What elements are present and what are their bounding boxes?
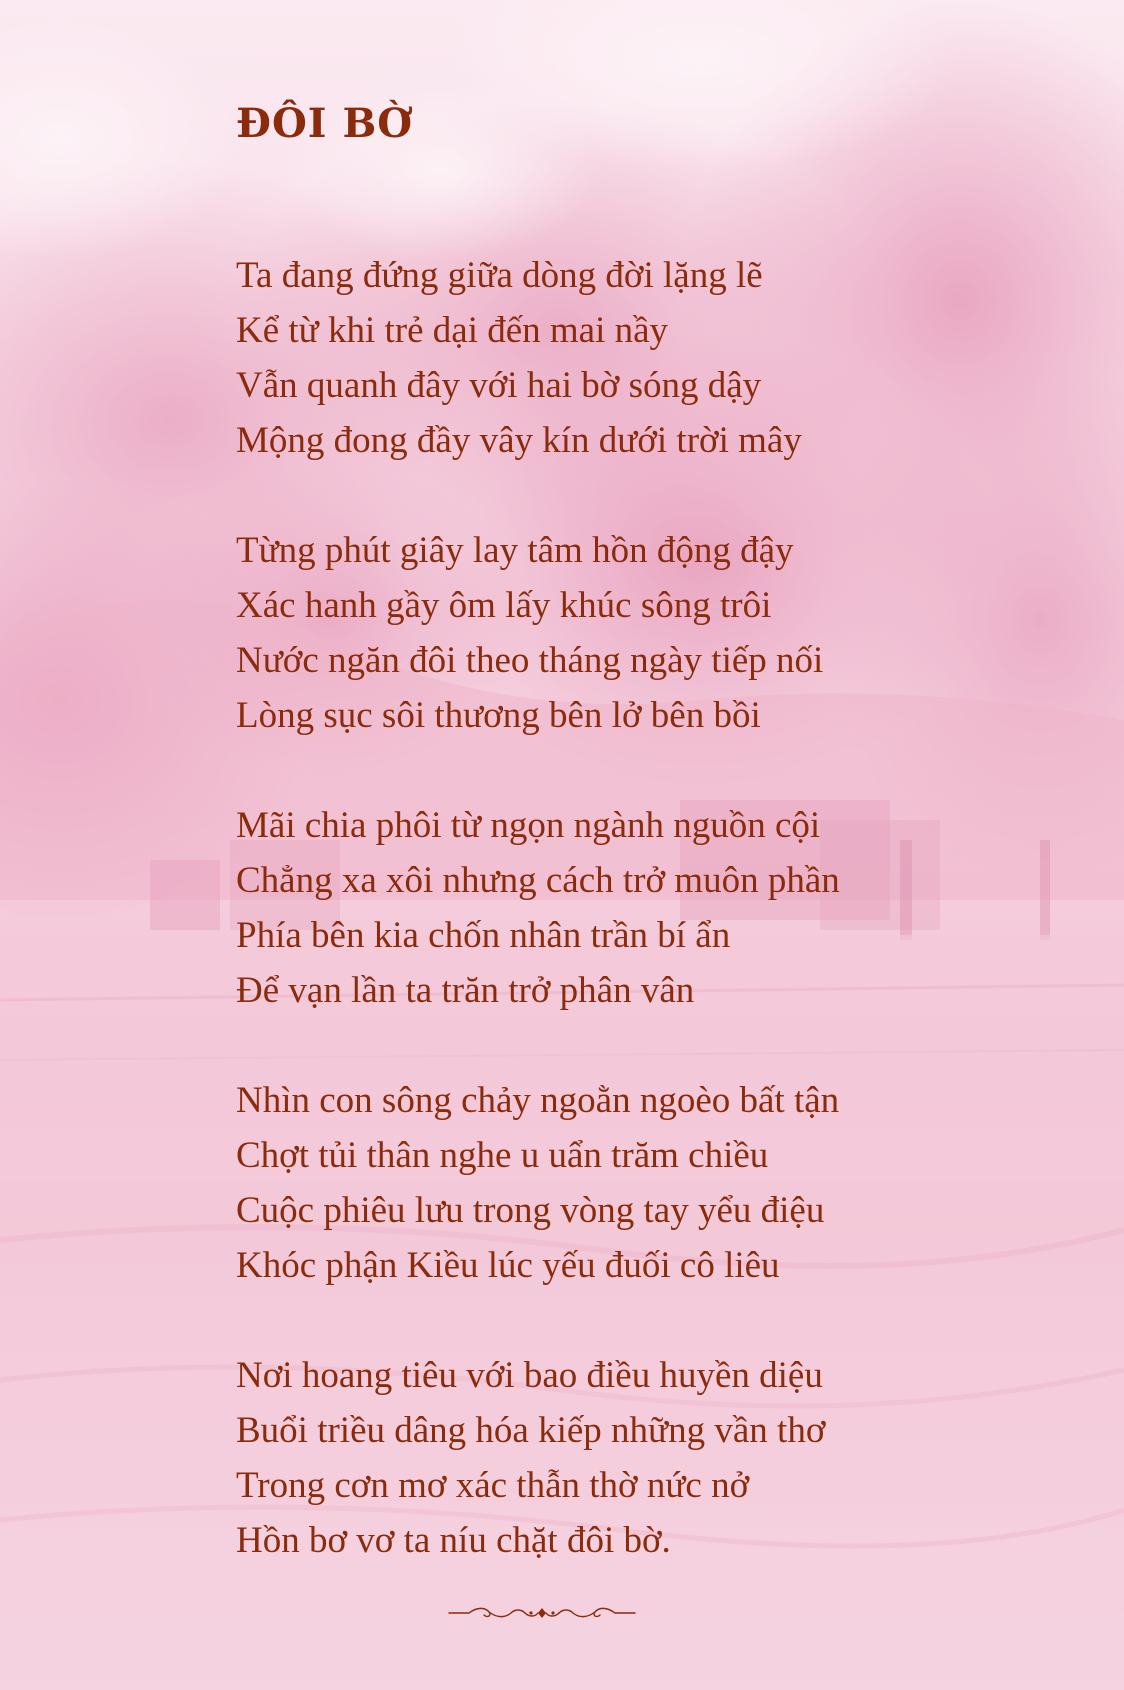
poem-body	[236, 248, 1096, 1623]
stanza-2	[236, 523, 1096, 743]
stanza-3	[236, 798, 1096, 1018]
poem-line: Từng phút giây lay tâm hồn động đậy	[236, 530, 794, 571]
poem-line: Trong cơn mơ xác thẫn thờ nức nở	[236, 1465, 750, 1506]
stanza-1	[236, 248, 1096, 468]
poem-line: Khóc phận Kiều lúc yếu đuối cô liêu	[236, 1245, 780, 1286]
poem-line: Chẳng xa xôi nhưng cách trở muôn phần	[236, 860, 840, 901]
flourish-divider-icon	[447, 1603, 637, 1623]
stanza-4	[236, 1073, 1096, 1293]
poem-line: Lòng sục sôi thương bên lở bên bồi	[236, 695, 761, 736]
poem-line: Mãi chia phôi từ ngọn ngành nguồn cội	[236, 805, 821, 846]
poem-line: Nơi hoang tiêu với bao điều huyền diệu	[236, 1355, 823, 1396]
poem-line: Vẫn quanh đây với hai bờ sóng dậy	[236, 365, 762, 406]
poem-line: Nhìn con sông chảy ngoằn ngoèo bất tận	[236, 1080, 840, 1121]
poem-line: Nước ngăn đôi theo tháng ngày tiếp nối	[236, 640, 824, 681]
poem-line: Xác hanh gầy ôm lấy khúc sông trôi	[236, 585, 772, 626]
poem-line: Chợt tủi thân nghe u uẩn trăm chiều	[236, 1135, 769, 1176]
poem-line: Kể từ khi trẻ dại đến mai nầy	[236, 310, 669, 351]
poem-line: Hồn bơ vơ ta níu chặt đôi bờ.	[236, 1520, 671, 1561]
poem-title: ĐÔI BỜ	[236, 100, 414, 147]
poem-line: Mộng đong đầy vây kín dưới trời mây	[236, 420, 802, 461]
poem-line: Để vạn lần ta trăn trở phân vân	[236, 970, 695, 1011]
poem-line: Ta đang đứng giữa dòng đời lặng lẽ	[236, 255, 763, 296]
stanza-5	[236, 1348, 1096, 1568]
poem-line: Phía bên kia chốn nhân trần bí ẩn	[236, 915, 731, 956]
poem-line: Buổi triều dâng hóa kiếp những vần thơ	[236, 1410, 826, 1451]
poem-line: Cuộc phiêu lưu trong vòng tay yểu điệu	[236, 1190, 825, 1231]
